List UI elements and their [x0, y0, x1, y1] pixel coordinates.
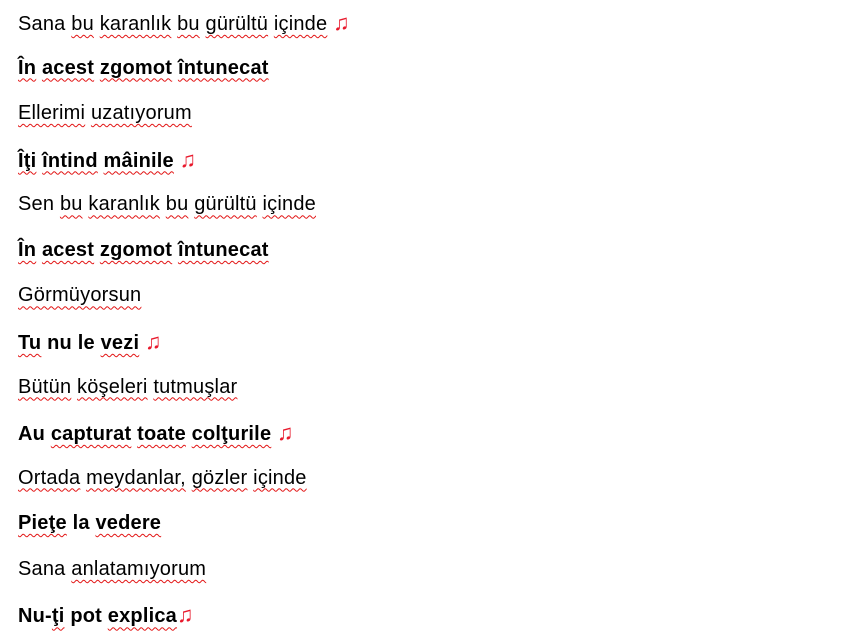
misspelled-word: içinde: [253, 466, 307, 489]
lyric-line: [0, 137, 852, 183]
lyric-line: [0, 410, 852, 456]
misspelled-word: Tu: [18, 331, 42, 354]
misspelled-word: vezi: [100, 331, 140, 354]
misspelled-word: În: [18, 238, 37, 261]
misspelled-word: meydanlar,: [86, 466, 186, 489]
lyric-line: [0, 365, 852, 411]
misspelled-word: karanlık: [88, 193, 161, 216]
misspelled-word: karanlık: [99, 13, 172, 35]
misspelled-word: explica: [107, 605, 178, 628]
misspelled-word: gürültü: [194, 193, 257, 216]
misspelled-word: toate: [137, 423, 186, 446]
misspelled-word: bu: [177, 13, 200, 35]
word: la: [72, 512, 90, 535]
misspelled-word: Ellerimi: [18, 102, 86, 125]
lyric-line: [0, 46, 852, 92]
word: le: [77, 331, 95, 354]
misspelled-word: uzatıyorum: [90, 102, 192, 125]
misspelled-word: zgomot: [99, 238, 173, 261]
word: nu: [47, 331, 72, 354]
misspelled-word: tutmuşlar: [153, 375, 238, 398]
word: Nu-: [18, 605, 52, 628]
lyric-line: [0, 592, 852, 638]
word: pot: [70, 605, 103, 628]
lyric-line: [0, 273, 852, 319]
music-note-icon: ♫: [179, 146, 197, 172]
music-note-icon: ♫: [144, 328, 162, 354]
lyric-line: [0, 228, 852, 274]
music-note-icon: ♫: [277, 420, 294, 446]
misspelled-word: içinde: [273, 13, 328, 35]
misspelled-word: întunecat: [177, 56, 269, 79]
lyric-line: [0, 182, 852, 228]
misspelled-word: zgomot: [99, 56, 173, 79]
misspelled-word: ţi: [51, 605, 65, 628]
word: Sen: [18, 193, 55, 216]
misspelled-word: gürültü: [205, 13, 269, 35]
word: Au: [18, 423, 46, 446]
misspelled-word: bu: [71, 13, 94, 35]
lyric-line: [0, 456, 852, 502]
misspelled-word: colţurile: [191, 423, 272, 446]
misspelled-word: vedere: [95, 512, 162, 535]
misspelled-word: Görmüyorsun: [18, 284, 142, 307]
misspelled-word: capturat: [50, 423, 132, 446]
music-note-icon: ♫: [177, 602, 194, 628]
misspelled-word: gözler: [191, 466, 248, 489]
misspelled-word: Bütün: [18, 375, 72, 398]
misspelled-word: Pieţe: [18, 512, 67, 535]
misspelled-word: anlatamıyorum: [71, 557, 207, 580]
lyric-line: [0, 547, 852, 593]
word: Sana: [18, 557, 66, 580]
music-note-icon: ♫: [333, 10, 350, 35]
misspelled-word: întunecat: [177, 238, 269, 261]
misspelled-word: köşeleri: [77, 375, 148, 398]
misspelled-word: mâinile: [103, 149, 174, 172]
word: Sana: [18, 13, 66, 35]
misspelled-word: bu: [165, 193, 189, 216]
misspelled-word: bu: [59, 193, 83, 216]
misspelled-word: Ortada: [18, 466, 81, 489]
misspelled-word: acest: [41, 238, 95, 261]
lyric-line: [0, 319, 852, 365]
lyric-line: [0, 0, 852, 46]
misspelled-word: içinde: [262, 193, 316, 216]
misspelled-word: Îţi: [18, 149, 37, 172]
misspelled-word: întind: [42, 149, 98, 172]
misspelled-word: În: [18, 56, 37, 79]
misspelled-word: acest: [41, 56, 95, 79]
lyric-line: [0, 501, 852, 547]
lyric-line: [0, 91, 852, 137]
